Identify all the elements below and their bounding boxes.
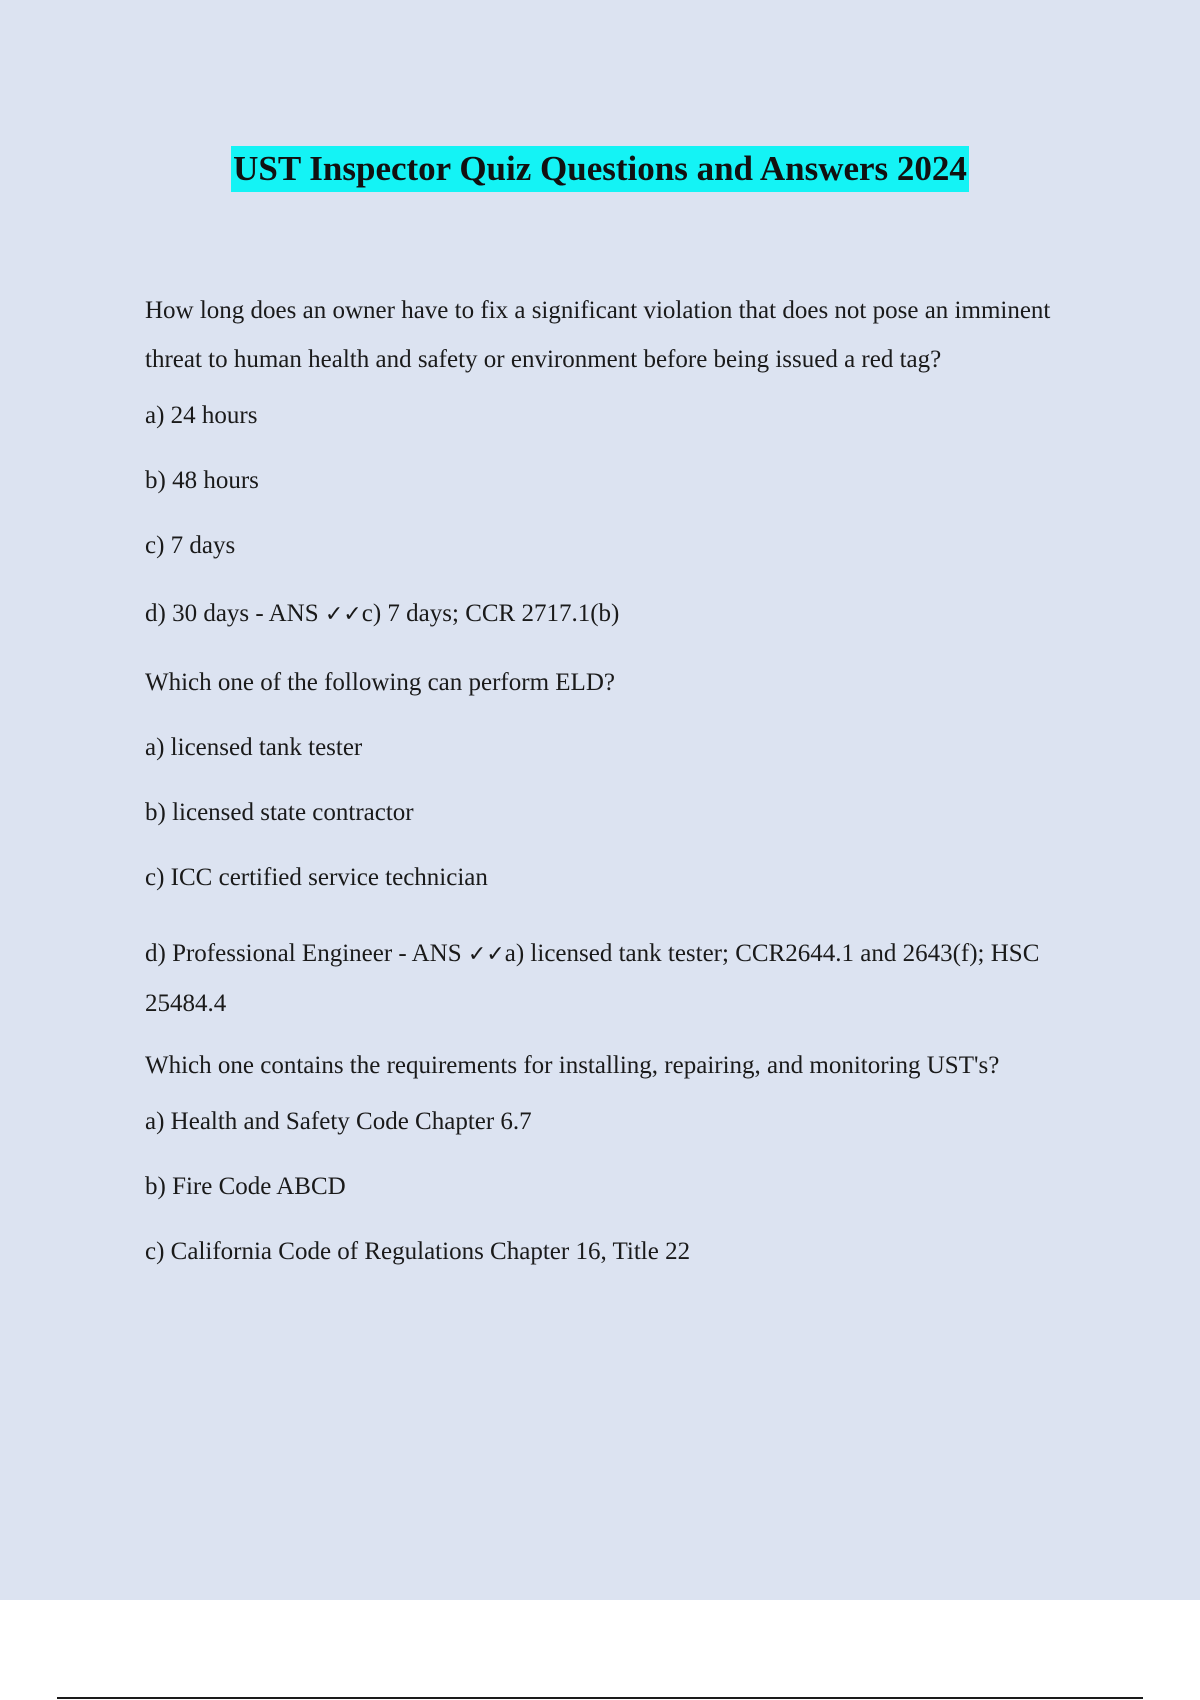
question-2-prompt: Which one of the following can perform ELD? [145, 669, 615, 696]
title-container [0, 146, 1200, 192]
double-check-icon: ✓✓ [324, 602, 362, 627]
question-3-option-c: c) California Code of Regulations Chapter 16, Title 22 [145, 1238, 691, 1265]
question-1-option-a: a) 24 hours [145, 402, 258, 429]
question-2-option-d: d) Professional Engineer - [145, 940, 407, 967]
double-check-icon: ✓✓ [467, 942, 505, 967]
question-3-option-a: a) Health and Safety Code Chapter 6.7 [145, 1108, 532, 1135]
answer-label: ANS [268, 600, 319, 627]
question-3-option-b: b) Fire Code ABCD [145, 1173, 346, 1200]
question-3-prompt: Which one contains the requirements for installing, repairing, and monitoring UST's? [145, 1052, 1000, 1079]
question-2-option-d-with-answer [145, 929, 1075, 1028]
question-2-answer: a) licensed tank tester; CCR2644.1 and 2643(f); HSC 25484.4 [145, 940, 1040, 1017]
question-2-option-b: b) licensed state contractor [145, 799, 414, 826]
document-title: UST Inspector Quiz Questions and Answers 2024 [231, 146, 969, 192]
question-2-option-a: a) licensed tank tester [145, 734, 363, 761]
question-1-option-d: d) 30 days - [145, 600, 264, 627]
question-2-option-c: c) ICC certified service technician [145, 864, 488, 891]
answer-label: ANS [411, 940, 462, 967]
question-1-option-c: c) 7 days [145, 532, 236, 559]
footer-divider [57, 1697, 1143, 1699]
question-1-prompt: How long does an owner have to fix a significant violation that does not pose an imminent threat to human health and safety or environment before being issued a red tag? [145, 297, 1051, 373]
document-body [145, 286, 1075, 1269]
question-1-option-d-with-answer [145, 597, 1075, 632]
question-1-option-b: b) 48 hours [145, 467, 259, 494]
question-1-answer: c) 7 days; CCR 2717.1(b) [361, 600, 620, 627]
